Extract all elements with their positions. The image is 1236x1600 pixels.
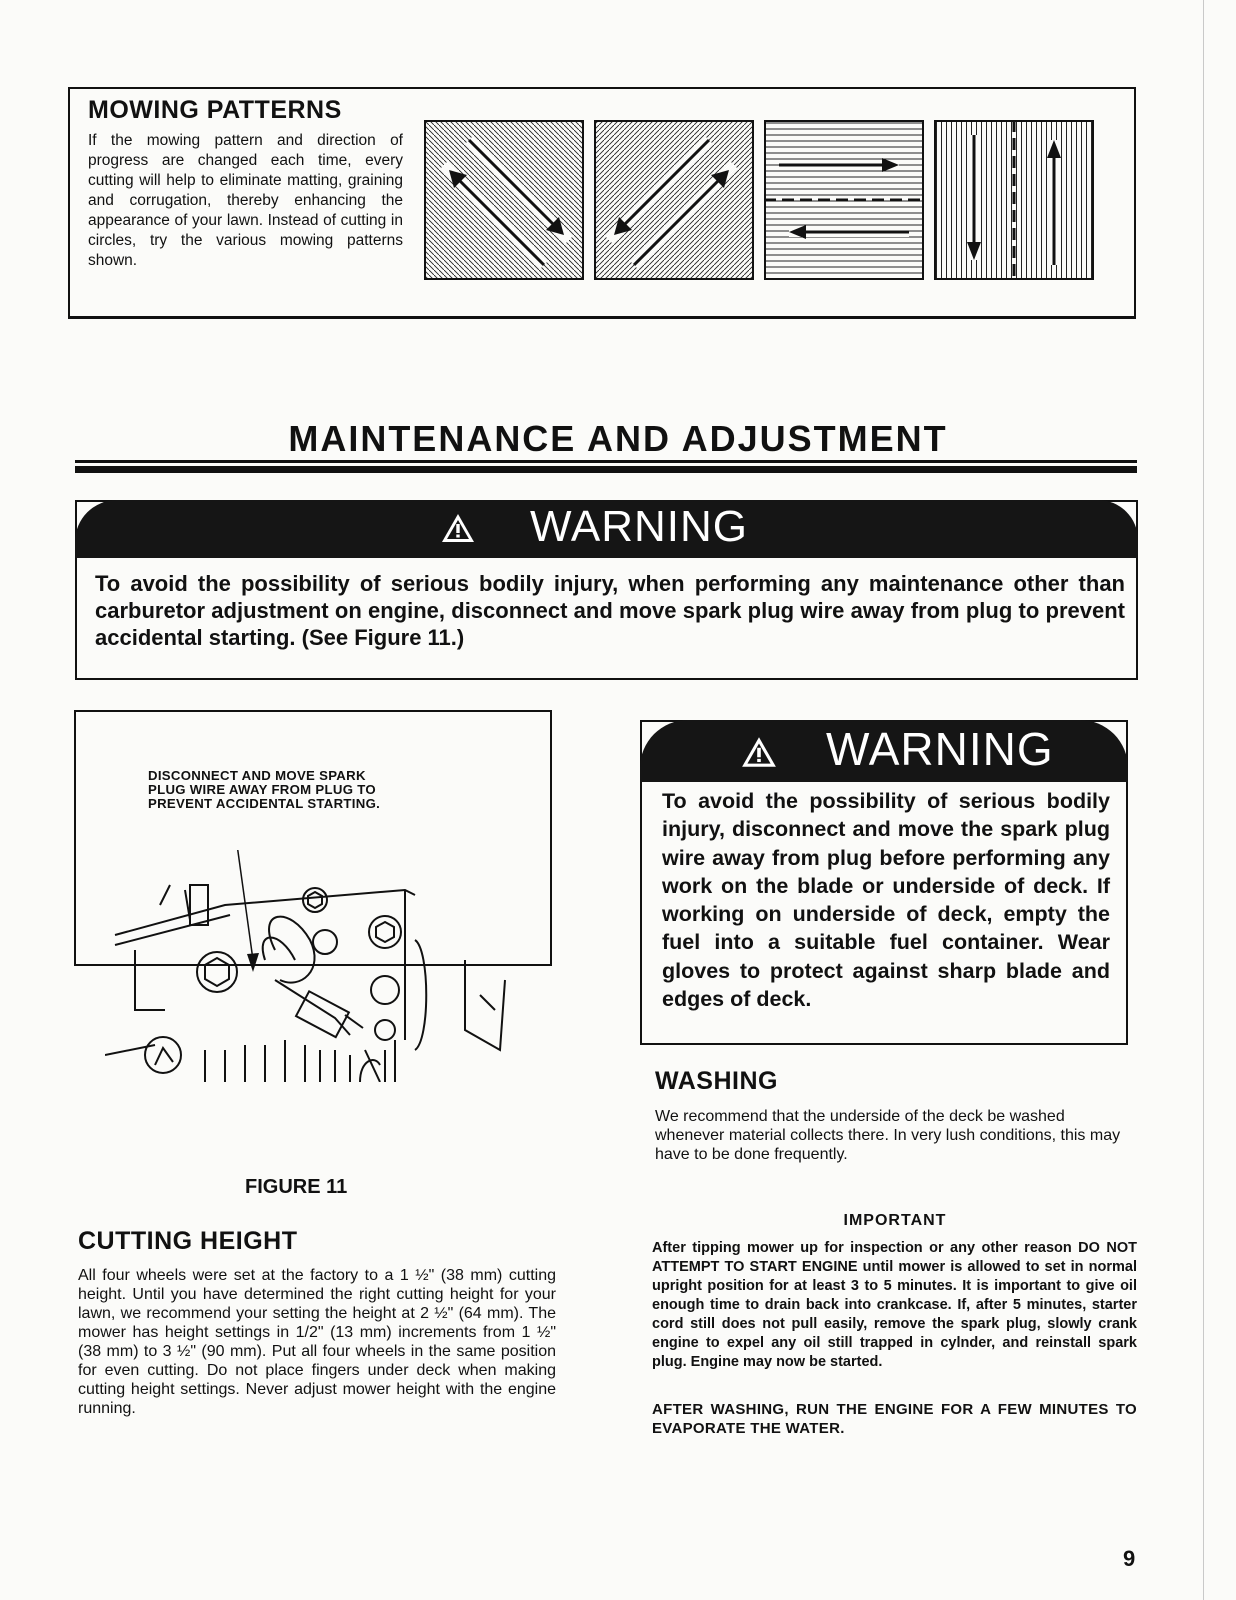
warning-triangle-icon [440,512,476,544]
cutting-height-text: All four wheels were set at the factory to a 1 ½" (38 mm) cutting height. Until you have determined the right cutting height for your lawn, we recommend your setting the height at 2 ½" (64 mm). The mower has height settings in 1/2" (13 mm) increments from 1 ½" (38 mm) to 3 ½" (90 mm). Put all four wheels in the same position for even cutting. Do not place fingers under deck when making cutting height settings. Never adjust mower height with the engine running. [78,1267,556,1417]
figure-callout-text: DISCONNECT AND MOVE SPARK PLUG WIRE AWAY FROM PLUG TO PREVENT ACCIDENTAL STARTING. [148,768,381,811]
section-title: MAINTENANCE AND ADJUSTMENT [288,418,948,459]
page-edge-line [1203,0,1204,1600]
page-number: 9 [1123,1546,1136,1571]
diagonal-up-right-pattern-icon [594,120,754,280]
vertical-pattern-icon [934,120,1094,280]
horizontal-pattern-icon [764,120,924,280]
washing-text: We recommend that the underside of the deck be washed whenever material collects there. In very lush conditions, this may have to be done frequently. [655,1108,1121,1163]
figure-caption: FIGURE 11 [245,1176,348,1198]
after-washing-text: AFTER WASHING, RUN THE ENGINE FOR A FEW MINUTES TO EVAPORATE THE WATER. [652,1401,1137,1437]
important-title: IMPORTANT [843,1212,947,1229]
mowing-patterns-text: If the mowing pattern and direction of progress are changed each time, every cutting will help to eliminate matting, graining and corrugation, thereby enhancing the appearance of your lawn. Instead of cutting in circles, try the various mowing patterns shown. [88,132,403,269]
diagonal-down-right-pattern-icon [424,120,584,280]
warning-text-top: To avoid the possibility of serious bodily injury, when performing any maintenance other than carburetor adjustment on engine, disconnect and move spark plug wire away from plug to prevent accidental starting. (See Figure 11.) [95,571,1125,650]
warning-triangle-icon [740,735,778,769]
washing-title: WASHING [655,1067,778,1095]
mowing-patterns-title: MOWING PATTERNS [88,96,342,124]
important-text: After tipping mower up for inspection or any other reason DO NOT ATTEMPT TO START ENGINE until mower is allowed to set in normal upright position for at least 3 to 5 minutes. It is important to give oil enough time to drain back into crankcase. If, after 5 minutes, starter cord still does not pull easily, remove the spark plug, slowly crank engine to expel any oil still trapped in cylnder, and reinstall spark plug. Engine may now be started. [652,1240,1137,1370]
section-divider [75,466,1137,473]
engine-spark-plug-drawing [105,850,525,1082]
warning-text-right: To avoid the possibility of serious bodily injury, disconnect and move the spark plug wire away from plug before performing any work on the blade or underside of deck. If working on underside of deck, empty the fuel into a suitable fuel container. Wear gloves to protect against sharp blade and edges of deck. [662,789,1110,1012]
cutting-height-title: CUTTING HEIGHT [78,1227,298,1255]
warning-label-top: WARNING [530,502,749,551]
warning-label-right: WARNING [826,723,1054,775]
section-divider [75,460,1137,463]
